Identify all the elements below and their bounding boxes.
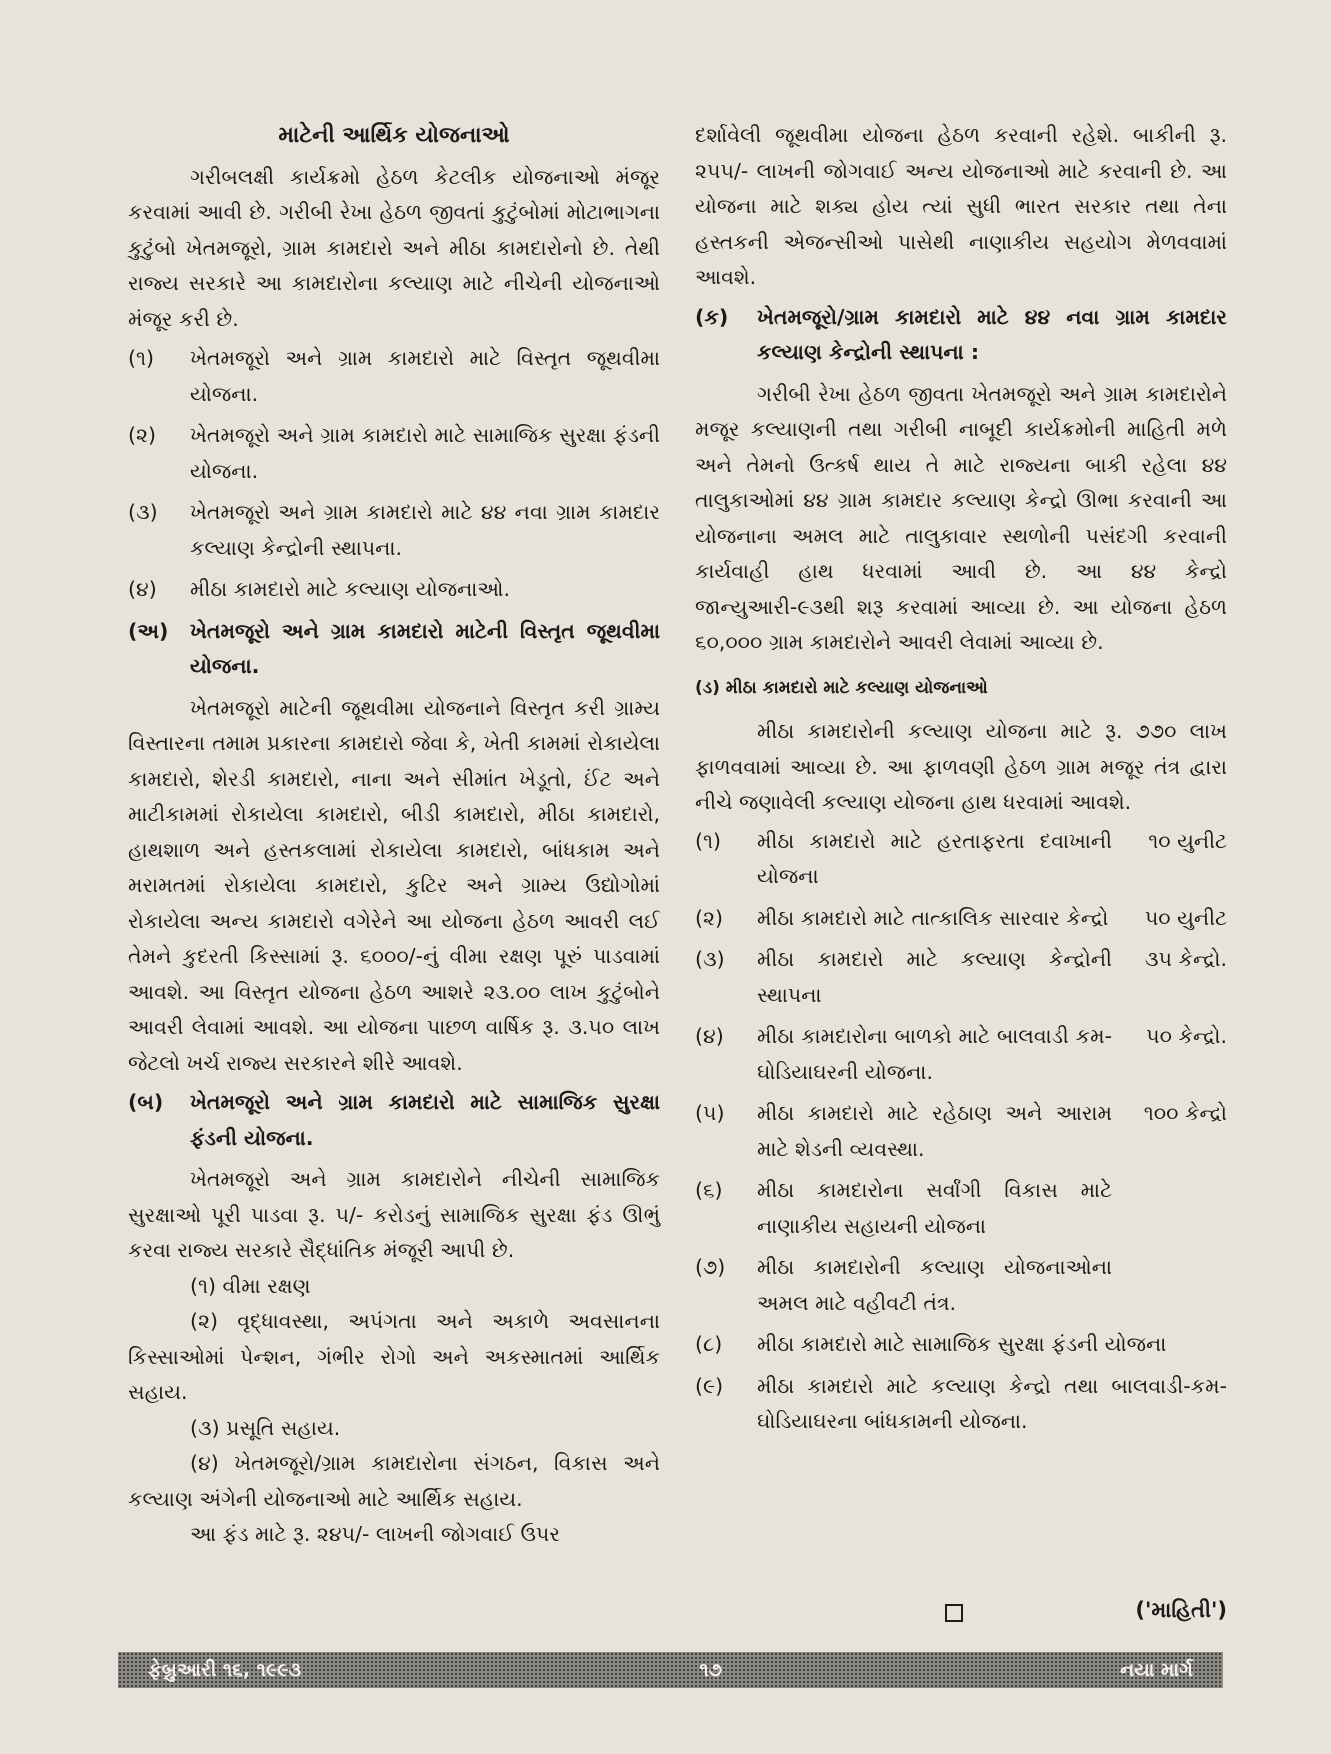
scheme-text: ખેતમજૂરો અને ગ્રામ કામદારો માટે સામાજિક સુરક્ષા ફંડની યોજના. — [190, 423, 660, 483]
section-b-number: (બ) — [128, 1090, 164, 1114]
intro-paragraph: ગરીબલક્ષી કાર્યક્રમો હેઠળ કેટલીક યોજનાઓ મંજૂર કરવામાં આવી છે. ગરીબી રેખા હેઠળ જીવતાં કુટુંબોમાં મોટાભાગના કુટુંબો ખેતમજૂરો, ગ્રામ કામદારો અને મીઠા કામદારોનો છે. તેથી રાજ્ય સરકારે આ કામદારોના કલ્યાણ માટે નીચેની યોજનાઓ મંજૂર કરી છે. — [128, 164, 660, 331]
salt-scheme-text: મીઠા કામદારો માટે તાત્કાલિક સારવાર કેન્દ્રો — [757, 905, 1109, 930]
scheme-item-4 — [128, 572, 660, 608]
salt-scheme-text: મીઠા કામદારોના બાળકો માટે બાલવાડી કમ-ઘોડિયાઘરની યોજના. — [757, 1024, 1112, 1084]
page-footer — [118, 1652, 1223, 1688]
scheme-number: (૨) — [128, 423, 157, 447]
salt-scheme-6 — [695, 1173, 1227, 1244]
section-a-heading — [128, 614, 660, 685]
section-k-number: (ક) — [695, 304, 729, 329]
right-column — [695, 118, 1227, 1446]
salt-scheme-number: (૫) — [695, 1101, 725, 1125]
salt-scheme-quantity: ૧૦ યુનીટ — [1148, 828, 1227, 853]
salt-scheme-text: મીઠા કામદારો માટે કલ્યાણ કેન્દ્રોની સ્થાપના — [757, 947, 1112, 1007]
salt-scheme-quantity: ૧૦૦ કેન્દ્રો — [1143, 1101, 1227, 1125]
salt-scheme-number: (૬) — [695, 1178, 723, 1202]
article-end — [695, 1598, 1227, 1634]
salt-scheme-8 — [695, 1327, 1227, 1363]
page-number: ૧૭ — [699, 1659, 722, 1681]
section-a-number: (અ) — [128, 618, 169, 643]
salt-scheme-number: (૮) — [695, 1332, 723, 1356]
issue-date: ફેબ્રુઆરી ૧૬, ૧૯૯૩ — [148, 1659, 302, 1681]
fund-line: આ ફંડ માટે રૂ. ૨૪૫/- લાખની જોગવાઈ ઉપર — [190, 1522, 560, 1546]
scheme-number: (૧) — [128, 346, 155, 370]
section-b-title: ખેતમજૂરો અને ગ્રામ કામદારો માટે સામાજિક સુરક્ષા ફંડની યોજના. — [190, 1090, 660, 1150]
salt-scheme-9 — [695, 1369, 1227, 1440]
section-k-title: ખેતમજૂરો/ગ્રામ કામદારો માટે ૪૪ નવા ગ્રામ કામદાર કલ્યાણ કેન્દ્રોની સ્થાપના : — [757, 304, 1227, 364]
salt-scheme-quantity: ૩૫ કેન્દ્રો. — [1144, 947, 1227, 971]
salt-scheme-text: મીઠા કામદારો માટે રહેઠાણ અને આરામ માટે શેડની વ્યવસ્થા. — [757, 1101, 1112, 1161]
magazine-name: નયા માર્ગ — [1120, 1659, 1193, 1681]
salt-scheme-text: મીઠા કામદારો માટે સામાજિક સુરક્ષા ફંડની યોજના — [757, 1332, 1167, 1356]
salt-scheme-3 — [695, 942, 1227, 1013]
salt-scheme-2 — [695, 901, 1227, 937]
salt-scheme-text: મીઠા કામદારો માટે કલ્યાણ કેન્દ્રો તથા બાલવાડી-કમ-ઘોડિયાઘરના બાંધકામની યોજના. — [757, 1373, 1227, 1433]
salt-scheme-5 — [695, 1096, 1227, 1167]
end-mark-icon — [945, 1604, 963, 1622]
salt-scheme-number: (૯) — [695, 1373, 724, 1398]
salt-scheme-quantity: ૫૦ યુનીટ — [1144, 905, 1227, 930]
continuation-paragraph: દર્શાવેલી જૂથવીમા યોજના હેઠળ કરવાની રહેશે. બાકીની રૂ. ૨૫૫/- લાખની જોગવાઈ અન્ય યોજનાઓ માટે કરવાની છે. આ યોજના માટે શક્ય હોય ત્યાં સુધી ભારત સરકાર તથા તેના હસ્તકની એજન્સીઓ પાસેથી નાણાકીય સહયોગ મેળવવામાં આવશે. — [695, 123, 1227, 289]
section-b-item-3: (૩) પ્રસૂતિ સહાય. — [190, 1415, 341, 1440]
salt-scheme-number: (૨) — [695, 905, 724, 930]
scheme-text: મીઠા કામદારો માટે કલ્યાણ યોજનાઓ. — [190, 577, 510, 601]
section-b-body: ખેતમજૂરો અને ગ્રામ કામદારોને નીચેની સામાજિક સુરક્ષાઓ પૂરી પાડવા રૂ. ૫/- કરોડનું સામાજિક સુરક્ષા ફંડ ઊભું કરવા રાજ્ય સરકારે સૈદ્ધાંતિક મંજૂરી આપી છે. — [128, 1167, 660, 1262]
source-credit: ('માહિતી') — [1135, 1598, 1227, 1622]
salt-scheme-quantity: ૫૦ કેન્દ્રો. — [1146, 1024, 1227, 1048]
salt-scheme-4 — [695, 1019, 1227, 1090]
section-b-heading — [128, 1085, 660, 1156]
scheme-item-2 — [128, 418, 660, 489]
salt-scheme-number: (૪) — [695, 1024, 724, 1048]
salt-scheme-number: (૭) — [695, 1255, 726, 1279]
salt-scheme-number: (૩) — [695, 947, 725, 971]
salt-scheme-quantity — [1112, 1250, 1227, 1321]
section-a-body: ખેતમજૂરો માટેની જૂથવીમા યોજનાને વિસ્તૃત કરી ગ્રામ્ય વિસ્તારના તમામ પ્રકારના કામદારો જેવા કે, ખેતી કામમાં રોકાયેલા કામદારો, શેરડી કામદારો, નાના અને સીમાંત ખેડૂતો, ઈંટ અને માટીકામમાં રોકાયેલા કામદારો, બીડી કામદારો, મીઠા કામદારો, હાથશાળ અને હસ્તકલામાં રોકાયેલા કામદારો, બાંધકામ અને મરામતમાં રોકાયેલા કામદારો, કુટિર અને ગ્રામ્ય ઉદ્યોગોમાં રોકાયેલા અન્ય કામદારો વગેરેને આ યોજના હેઠળ આવરી લઈ તેમને કુદરતી કિસ્સામાં રૂ. ૬૦૦૦/-નું વીમા રક્ષણ પૂરું પાડવામાં આવશે. આ વિસ્તૃત યોજના હેઠળ આશરે ૨૩.૦૦ લાખ કુટુંબોને આવરી લેવામાં આવશે. આ યોજના પાછળ વાર્ષિક રૂ. ૩.૫૦ લાખ જેટલો ખર્ચ રાજ્ય સરકારને શીરે આવશે. — [128, 695, 660, 1075]
left-column — [128, 118, 660, 1553]
section-k-body: ગરીબી રેખા હેઠળ જીવતા ખેતમજૂરો અને ગ્રામ કામદારોને મજૂર કલ્યાણની તથા ગરીબી નાબૂદી કાર્યક્રમોની માહિતી મળે અને તેમનો ઉત્કર્ષ થાય તે માટે રાજ્યના બાકી રહેલા ૪૪ તાલુકાઓમાં ૪૪ ગ્રામ કામદાર કલ્યાણ કેન્દ્રો ઊભા કરવાની આ યોજનાના અમલ માટે તાલુકાવાર સ્થળોની પસંદગી કરવાની કાર્યવાહી હાથ ધરવામાં આવી છે. આ ૪૪ કેન્દ્રો જાન્યુઆરી-૯૩થી શરૂ કરવામાં આવ્યા છે. આ યોજના હેઠળ ૬૦,૦૦૦ ગ્રામ કામદારોને આવરી લેવામાં આવ્યા છે. — [695, 381, 1227, 654]
salt-scheme-text: મીઠા કામદારોના સર્વાંગી વિકાસ માટે નાણાકીય સહાયની યોજના — [757, 1178, 1112, 1238]
section-k-heading — [695, 300, 1227, 371]
section-d-title: (ડ) મીઠા કામદારો માટે કલ્યાણ યોજનાઓ — [695, 677, 988, 698]
section-b-item-4: (૪) ખેતમજૂરો/ગ્રામ કામદારોના સંગઠન, વિકાસ અને કલ્યાણ અંગેની યોજનાઓ માટે આર્થિક સહાય. — [128, 1451, 660, 1511]
scheme-number: (૪) — [128, 577, 157, 601]
salt-scheme-text: મીઠા કામદારોની કલ્યાણ યોજનાઓના અમલ માટે વહીવટી તંત્ર. — [757, 1255, 1112, 1315]
scheme-item-3 — [128, 495, 660, 566]
scheme-text: ખેતમજૂરો અને ગ્રામ કામદારો માટે વિસ્તૃત જૂથવીમા યોજના. — [190, 346, 660, 406]
salt-scheme-number: (૧) — [695, 828, 722, 853]
salt-scheme-quantity — [1112, 1173, 1227, 1244]
section-b-item-1: (૧) વીમા રક્ષણ — [190, 1273, 311, 1298]
section-d-body: મીઠા કામદારોની કલ્યાણ યોજના માટે રૂ. ૭૭૦ લાખ ફાળવવામાં આવ્યા છે. આ ફાળવણી હેઠળ ગ્રામ મજૂર તંત્ર દ્વારા નીચે જણાવેલી કલ્યાણ યોજના હાથ ધરવામાં આવશે. — [695, 719, 1227, 814]
section-b-item-2: (૨) વૃદ્ધાવસ્થા, અપંગતા અને અકાળે અવસાનના કિસ્સાઓમાં પેન્શન, ગંભીર રોગો અને અકસ્માતમાં આર્થિક સહાય. — [128, 1309, 660, 1404]
salt-scheme-7 — [695, 1250, 1227, 1321]
scheme-item-1 — [128, 341, 660, 412]
section-heading: માટેની આર્થિક યોજનાઓ — [278, 123, 510, 148]
scheme-text: ખેતમજૂરો અને ગ્રામ કામદારો માટે ૪૪ નવા ગ્રામ કામદાર કલ્યાણ કેન્દ્રોની સ્થાપના. — [190, 500, 660, 560]
salt-scheme-text: મીઠા કામદારો માટે હરતાફરતા દવાખાની યોજના — [757, 828, 1112, 888]
section-a-title: ખેતમજૂરો અને ગ્રામ કામદારો માટેની વિસ્તૃત જૂથવીમા યોજના. — [190, 618, 660, 678]
scheme-number: (૩) — [128, 500, 158, 524]
salt-scheme-1 — [695, 824, 1227, 895]
